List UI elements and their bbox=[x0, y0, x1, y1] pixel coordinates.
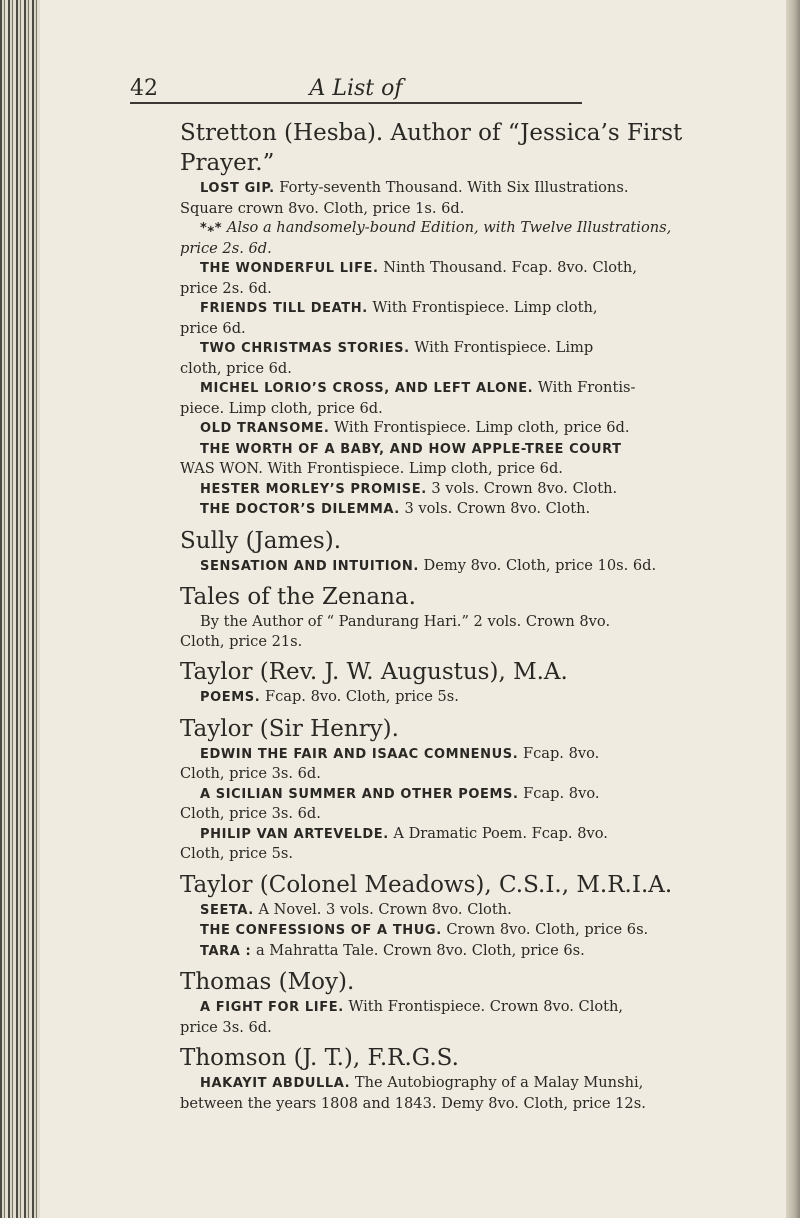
catalogue-listing bbox=[180, 118, 760, 1113]
page-edge bbox=[786, 0, 800, 1218]
book-title: FRIENDS TILL DEATH. bbox=[200, 301, 368, 316]
author-heading: Sully (James). bbox=[180, 527, 341, 554]
book-details: With Frontispiece. Crown 8vo. Cloth, bbox=[343, 998, 624, 1015]
book-details-continued: WAS WON. With Frontispiece. Limp cloth, price 6d. bbox=[180, 460, 563, 477]
author-heading: Thomas (Moy). bbox=[180, 969, 355, 995]
running-title: A List of bbox=[309, 76, 403, 101]
book-details: Demy 8vo. Cloth, price 10s. 6d. bbox=[418, 556, 657, 574]
book-details: Forty-seventh Thousand. With Six Illustrations. bbox=[274, 179, 629, 196]
book-details: A Dramatic Poem. Fcap. 8vo. bbox=[388, 824, 608, 842]
book-entry bbox=[180, 499, 760, 520]
book-details-continued: Cloth, price 5s. bbox=[180, 845, 294, 862]
author-heading: Tales of the Zenana. bbox=[180, 584, 416, 610]
book-title: HESTER MORLEY’S PROMISE. bbox=[200, 481, 427, 497]
book-entry bbox=[180, 418, 760, 439]
book-details: Crown 8vo. Cloth, price 6s. bbox=[441, 921, 649, 938]
book-details: Fcap. 8vo. bbox=[518, 784, 600, 802]
author-heading: Taylor (Rev. J. W. Augustus), M.A. bbox=[180, 659, 568, 685]
book-details-continued: price 6d. bbox=[180, 319, 246, 337]
book-title: HAKAYIT ABDULLA. bbox=[200, 1076, 351, 1091]
book-title: MICHEL LORIO’S CROSS, AND LEFT ALONE. bbox=[200, 381, 534, 396]
header-rule bbox=[130, 102, 582, 104]
book-entry bbox=[180, 784, 760, 824]
book-title: EDWIN THE FAIR AND ISAAC COMNENUS. bbox=[200, 746, 519, 762]
book-title: THE WORTH OF A BABY, AND HOW APPLE-TREE COURT bbox=[200, 441, 622, 457]
book-title: SENSATION AND INTUITION. bbox=[200, 558, 419, 574]
book-details: With Frontispiece. Limp cloth, bbox=[367, 299, 598, 316]
book-details-continued: piece. Limp cloth, price 6d. bbox=[180, 399, 383, 417]
book-entry bbox=[180, 612, 760, 651]
book-details-continued: Cloth, price 3s. 6d. bbox=[180, 765, 321, 782]
book-details-continued: Square crown 8vo. Cloth, price 1s. 6d. bbox=[180, 199, 465, 217]
book-title: POEMS. bbox=[200, 690, 261, 705]
book-entry bbox=[180, 744, 760, 784]
book-details-continued: Cloth, price 21s. bbox=[180, 632, 303, 650]
book-details: With Frontis- bbox=[533, 379, 636, 396]
book-details-continued: between the years 1808 and 1843. Demy 8vo. Cloth, price 12s. bbox=[180, 1094, 646, 1112]
book-title: PHILIP VAN ARTEVELDE. bbox=[200, 826, 389, 842]
book-title: THE WONDERFUL LIFE. bbox=[200, 261, 379, 276]
book-details: By the Author of “ Pandurang Hari.” 2 vols. Crown 8vo. bbox=[200, 613, 611, 630]
book-title: *⁎* bbox=[200, 221, 223, 236]
book-entry bbox=[180, 178, 760, 218]
book-details: With Frontispiece. Limp bbox=[409, 339, 594, 356]
book-details-continued: price 2s. 6d. bbox=[180, 239, 272, 257]
book-entry bbox=[180, 479, 760, 500]
book-details: Ninth Thousand. Fcap. 8vo. Cloth, bbox=[378, 259, 637, 276]
author-heading: Thomson (J. T.), F.R.G.S. bbox=[180, 1045, 459, 1071]
book-details: a Mahratta Tale. Crown 8vo. Cloth, price 6s. bbox=[251, 941, 585, 959]
book-details-continued: cloth, price 6d. bbox=[180, 359, 292, 377]
book-details-continued: price 2s. 6d. bbox=[180, 279, 272, 297]
book-details: Also a handsomely-bound Edition, with Twelve Illustrations, bbox=[222, 219, 672, 236]
book-details: Fcap. 8vo. bbox=[518, 744, 600, 762]
book-entry bbox=[180, 997, 760, 1037]
book-details: The Autobiography of a Malay Munshi, bbox=[350, 1074, 644, 1091]
book-details-continued: price 3s. 6d. bbox=[180, 1018, 272, 1036]
book-details: 3 vols. Crown 8vo. Cloth. bbox=[399, 500, 591, 517]
book-title: OLD TRANSOME. bbox=[200, 421, 330, 436]
book-title: A SICILIAN SUMMER AND OTHER POEMS. bbox=[200, 786, 519, 802]
book-details: With Frontispiece. Limp cloth, price 6d. bbox=[329, 419, 630, 436]
book-binding-edge bbox=[0, 0, 40, 1218]
book-entry bbox=[180, 338, 760, 378]
book-entry bbox=[180, 941, 760, 962]
book-entry bbox=[180, 900, 760, 921]
book-title: LOST GIP. bbox=[200, 181, 275, 196]
page-number: 42 bbox=[130, 76, 158, 101]
book-entry bbox=[180, 439, 760, 479]
author-heading: Taylor (Sir Henry). bbox=[180, 715, 399, 742]
book-details: Fcap. 8vo. Cloth, price 5s. bbox=[260, 688, 459, 705]
book-entry bbox=[180, 556, 760, 577]
book-title: SEETA. bbox=[200, 902, 254, 918]
book-details-continued: Cloth, price 3s. 6d. bbox=[180, 805, 321, 822]
book-entry bbox=[180, 218, 760, 258]
book-title: THE DOCTOR’S DILEMMA. bbox=[200, 502, 400, 517]
book-title: THE CONFESSIONS OF A THUG. bbox=[200, 923, 442, 938]
book-title: TARA : bbox=[200, 943, 252, 959]
author-heading: Stretton (Hesba). Author of “Jessica’s First Prayer.” bbox=[180, 120, 683, 176]
book-entry bbox=[180, 1073, 760, 1113]
book-details: 3 vols. Crown 8vo. Cloth. bbox=[426, 479, 618, 497]
book-entry bbox=[180, 687, 760, 708]
book-title: TWO CHRISTMAS STORIES. bbox=[200, 341, 410, 356]
book-entry bbox=[180, 258, 760, 298]
book-entry bbox=[180, 920, 760, 941]
book-title: A FIGHT FOR LIFE. bbox=[200, 1000, 344, 1015]
page-header bbox=[130, 76, 582, 102]
book-details: A Novel. 3 vols. Crown 8vo. Cloth. bbox=[253, 900, 512, 918]
book-entry bbox=[180, 378, 760, 418]
author-heading: Taylor (Colonel Meadows), C.S.I., M.R.I.A. bbox=[180, 871, 673, 898]
book-entry bbox=[180, 298, 760, 338]
book-entry bbox=[180, 824, 760, 864]
